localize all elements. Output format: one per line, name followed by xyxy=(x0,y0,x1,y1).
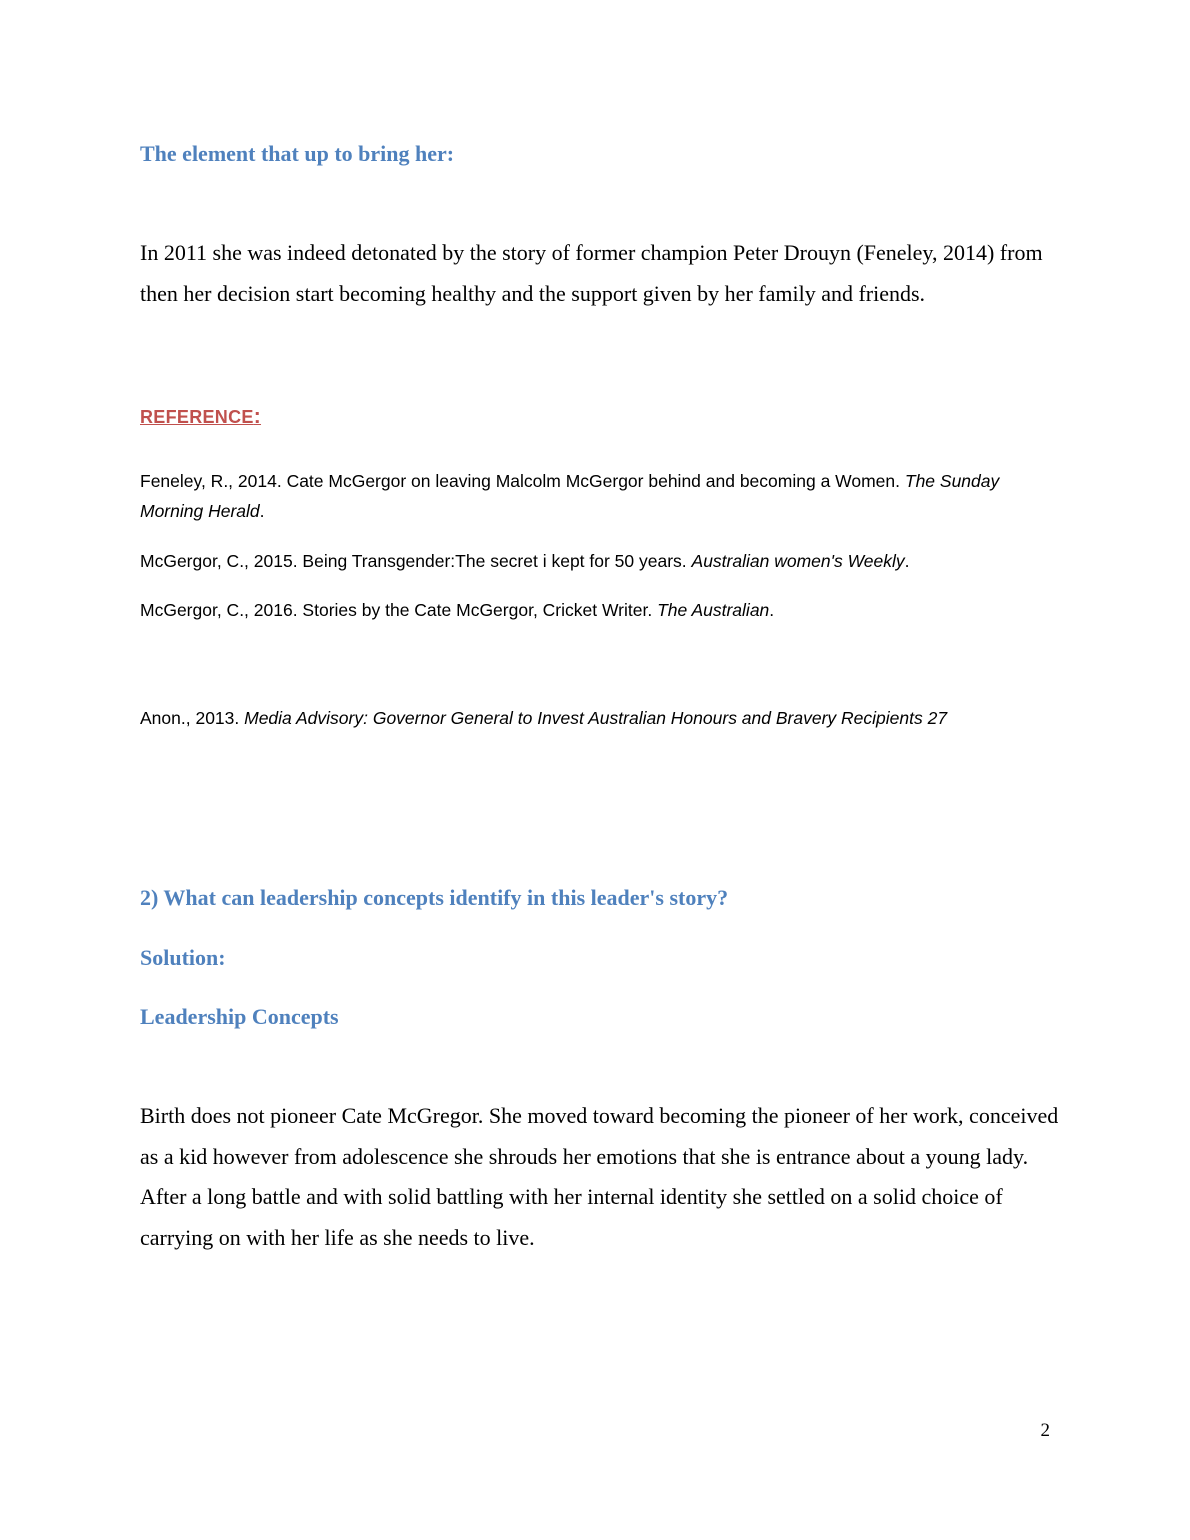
leadership-concepts-heading: Leadership Concepts xyxy=(140,1004,339,1029)
page-number: 2 xyxy=(1040,1420,1050,1441)
reference-source: Media Advisory: Governor General to Invest Australian Honours and Bravery Recipients 27 xyxy=(244,708,948,728)
question-heading: 2) What can leadership concepts identify in this leader's story? xyxy=(140,885,729,910)
reference-source: Australian women's Weekly xyxy=(691,551,905,571)
reference-source: The Australian xyxy=(657,600,770,620)
reference-end: . xyxy=(259,501,265,521)
reference-item xyxy=(140,703,1040,733)
leadership-concepts-paragraph: Birth does not pioneer Cate McGregor. She moved toward becoming the pioneer of her work, conceived as a kid however from adolescence she shrouds her emotions that she is entrance about a young lady. After a long battle and with solid battling with her internal identity she settled on a solid choice of carrying on with her life as she needs to live. xyxy=(140,1103,1059,1250)
reference-text: Anon., 2013. xyxy=(140,708,245,728)
reference-item xyxy=(140,546,1040,576)
reference-end: . xyxy=(904,551,910,571)
solution-heading: Solution: xyxy=(140,945,226,970)
element-paragraph: In 2011 she was indeed detonated by the story of former champion Peter Drouyn (Feneley, 2014) from then her decision start becoming healthy and the support given by her family and friends. xyxy=(140,240,1043,306)
reference-source: The Sunday Morning Herald xyxy=(140,471,1000,521)
reference-end: . xyxy=(769,600,775,620)
reference-text: McGergor, C., 2015. Being Transgender:The secret i kept for 50 years. xyxy=(140,551,692,571)
reference-text: Feneley, R., 2014. Cate McGergor on leaving Malcolm McGergor behind and becoming a Women. xyxy=(140,471,905,491)
reference-heading-colon: : xyxy=(253,405,262,428)
reference-text: McGergor, C., 2016. Stories by the Cate McGergor, Cricket Writer. xyxy=(140,600,658,620)
reference-item xyxy=(140,595,1040,625)
reference-heading xyxy=(140,404,261,430)
reference-heading-label: REFERENCE xyxy=(140,407,254,427)
element-heading: The element that up to bring her: xyxy=(140,141,455,166)
reference-item xyxy=(140,466,1040,526)
